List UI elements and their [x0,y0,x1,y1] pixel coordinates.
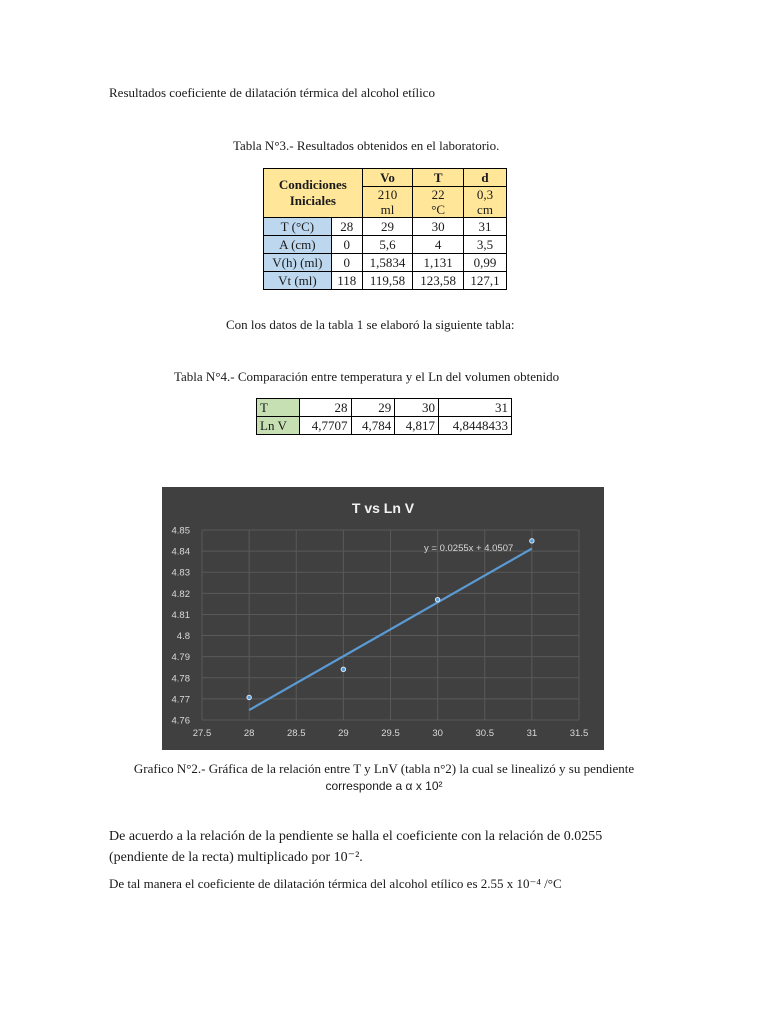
table-row [264,272,507,290]
table-cell: 118 [331,272,362,290]
initial-d-value: 0,3 [476,187,494,202]
table-cell: 4 [413,236,464,254]
header-t: T [413,169,464,187]
trendline-equation: y = 0.0255x + 4.0507 [424,543,514,554]
x-tick-label: 29 [338,728,349,739]
paragraph1-line2: (pendiente de la recta) multiplicado por 10⁻². [109,850,363,865]
initial-t-unit: °C [431,202,446,217]
table-cell: 1,5834 [362,254,413,272]
row-label: V(h) (ml) [264,254,332,272]
header-d: d [464,169,507,187]
results-table [263,168,507,290]
initial-d-unit: cm [477,202,493,217]
table4-caption: Tabla N°4.- Comparación entre temperatura y el Ln del volumen obtenido [174,369,560,384]
table-cell: 4,784 [351,417,395,435]
initial-t [413,187,464,218]
row-label: Vt (ml) [264,272,332,290]
y-tick-label: 4.77 [171,694,190,706]
table-row [264,218,507,236]
table-cell: 4,8448433 [439,417,512,435]
y-tick-label: 4.78 [171,673,190,685]
table-cell: 0 [331,254,362,272]
x-tick-label: 30.5 [475,728,494,739]
conditions-label-1: Condiciones [278,177,347,192]
row-label: A (cm) [264,236,332,254]
paragraph2: De tal manera el coeficiente de dilatación térmica del alcohol etílico es 2.55 x 10⁻⁴ /°C [109,876,562,891]
table-row [264,236,507,254]
initial-d [464,187,507,218]
y-tick-label: 4.85 [171,525,190,537]
table-cell: 28 [331,218,362,236]
table-cell: 123,58 [413,272,464,290]
table-cell: 31 [464,218,507,236]
header-vo: Vo [362,169,413,187]
data-point [341,667,345,671]
data-point [530,539,534,543]
x-tick-label: 31 [526,728,538,739]
table-cell: 3,5 [464,236,507,254]
y-tick-label: 4.79 [171,652,190,664]
row-label: Ln V [257,417,300,435]
x-tick-label: 27.5 [192,728,212,739]
initial-vo-unit: ml [380,202,395,217]
table-cell: 119,58 [362,272,413,290]
table-row [257,399,512,417]
row-label: T (°C) [264,218,332,236]
figure-caption-line2: corresponde a α x 10² [325,779,443,793]
conditions-cell [264,169,363,218]
row-label: T [257,399,300,417]
table-row [264,254,507,272]
y-tick-label: 4.81 [171,609,190,621]
table-cell: 127,1 [464,272,507,290]
t-vs-lnv-chart [162,487,604,750]
chart-title: T vs Ln V [351,500,415,516]
x-tick-label: 28 [243,728,255,739]
x-tick-label: 31.5 [569,728,589,739]
table-cell: 30 [395,399,439,417]
table-cell: 4,817 [395,417,439,435]
y-tick-label: 4.83 [171,567,190,579]
initial-vo-value: 210 [377,187,398,202]
data-point [435,597,439,601]
x-tick-label: 30 [432,728,443,739]
paragraph1-line1: De acuerdo a la relación de la pendiente se halla el coeficiente con la relación de 0.0255 [109,829,603,844]
table-cell: 30 [413,218,464,236]
initial-t-value: 22 [431,187,445,202]
intro-text: Con los datos de la tabla 1 se elaboró la siguiente tabla: [226,317,515,332]
table-cell: 4,7707 [300,417,352,435]
y-tick-label: 4.82 [171,588,190,600]
y-tick-label: 4.8 [176,631,190,643]
y-tick-label: 4.76 [171,715,190,727]
table-cell: 5,6 [362,236,413,254]
table-row [257,417,512,435]
document-heading: Resultados coeficiente de dilatación térmica del alcohol etílico [109,85,435,100]
table-cell: 0 [331,236,362,254]
table3-caption: Tabla N°3.- Resultados obtenidos en el laboratorio. [233,138,500,153]
table-cell: 28 [300,399,352,417]
table-cell: 1,131 [413,254,464,272]
table-cell: 29 [351,399,395,417]
table-cell: 0,99 [464,254,507,272]
initial-vo [362,187,413,218]
table-cell: 31 [439,399,512,417]
conditions-label-2: Iniciales [289,193,336,208]
data-point [247,695,251,699]
x-tick-label: 28.5 [287,728,306,739]
ln-table [256,398,512,435]
y-tick-label: 4.84 [171,546,190,558]
x-tick-label: 29.5 [381,728,400,739]
table-cell: 29 [362,218,413,236]
chart-background [162,487,604,750]
figure-caption-line1: Grafico N°2.- Gráfica de la relación entre T y LnV (tabla n°2) la cual se linealizó y su pendiente [133,761,635,776]
